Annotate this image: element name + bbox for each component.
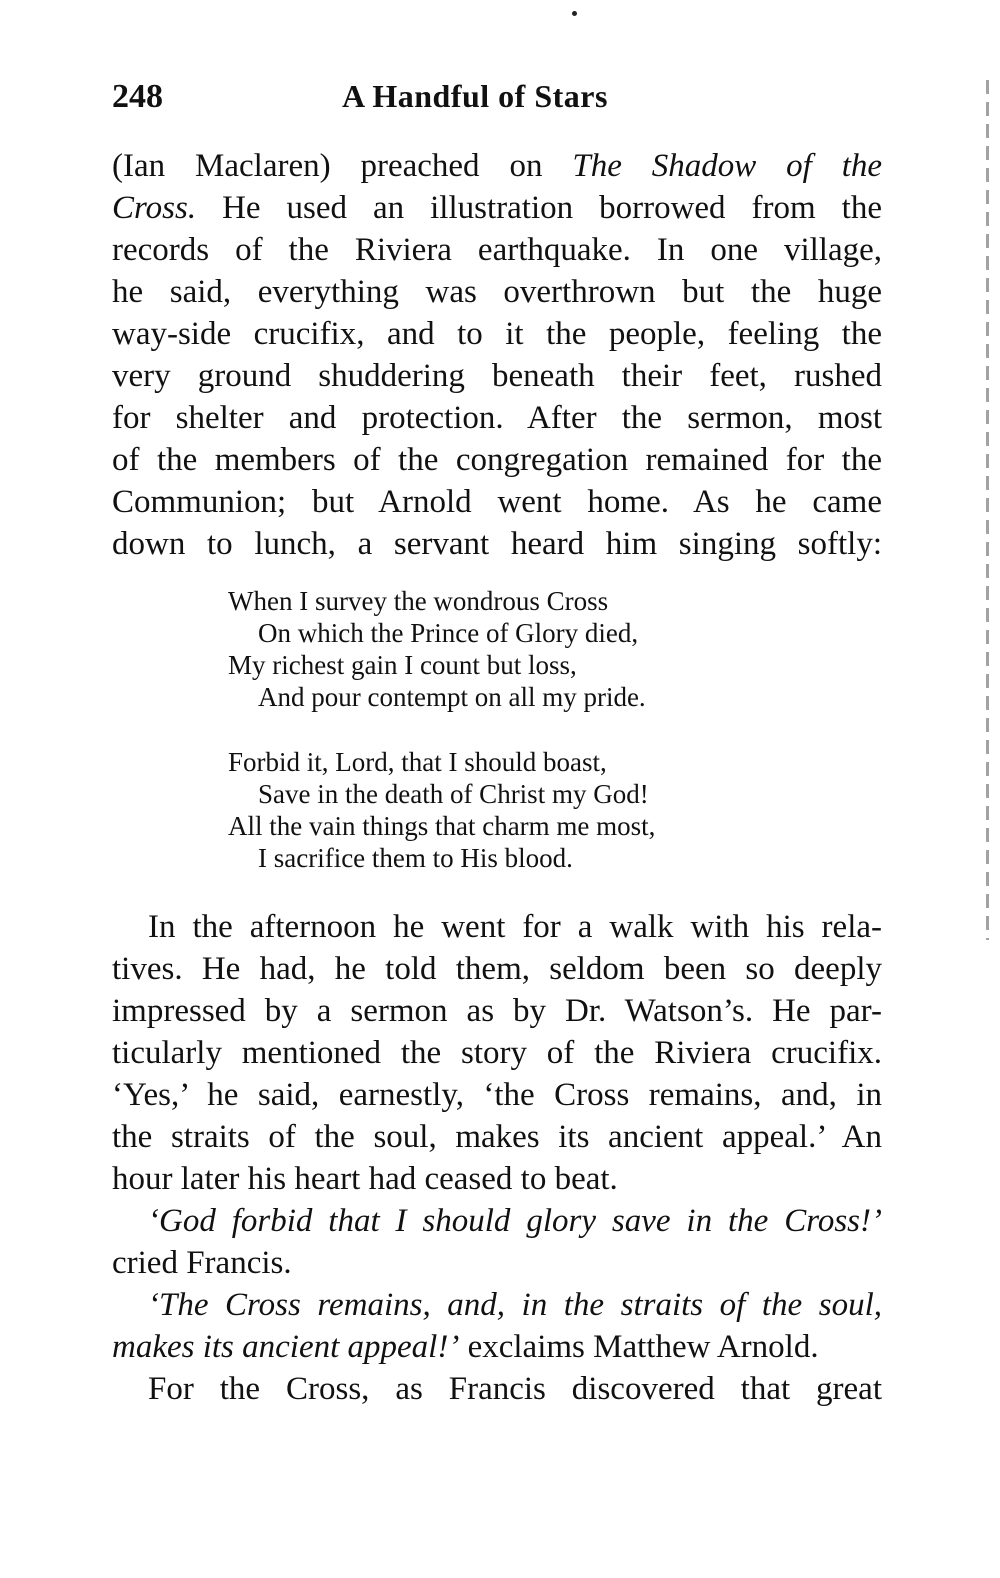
page-edge-shadow: [986, 80, 989, 940]
poem-line: Forbid it, Lord, that I should boast,: [228, 747, 607, 777]
running-header: [112, 78, 882, 122]
quote-italic: ‘The Cross remains, and, in the straits of the soul,: [148, 1287, 882, 1323]
ink-speck: [572, 11, 577, 16]
quote-italic: makes its ancient appeal!’: [112, 1329, 460, 1365]
text-line: impressed by a sermon as by Dr. Watson’s. He par-: [112, 993, 882, 1029]
text-line: cried Francis.: [112, 1245, 292, 1281]
text-line: For the Cross, as Francis discovered that great: [148, 1371, 882, 1407]
poem-line: When I survey the wondrous Cross: [228, 586, 609, 616]
paragraph-1: [112, 145, 882, 565]
poem-line: And pour contempt on all my pride.: [258, 682, 646, 712]
text-line: tives. He had, he told them, seldom been so deeply: [112, 951, 882, 987]
text-line: [112, 1200, 882, 1242]
text-line: way-side crucifix, and to it the people, feeling the: [112, 316, 882, 352]
book-title-italic: The Shadow of the: [572, 148, 883, 184]
text-line: [112, 1284, 882, 1326]
quote-italic: ‘God forbid that I should glory save in the Cross!’: [148, 1203, 882, 1239]
hymn-stanza-1: [228, 585, 788, 713]
text-line: [112, 187, 882, 229]
text-line: records of the Riviera earthquake. In one village,: [112, 232, 882, 268]
paragraph-2-onward: [112, 906, 882, 1410]
poem-line: On which the Prince of Glory died,: [258, 618, 639, 648]
text-line: In the afternoon he went for a walk with his rela-: [148, 909, 882, 945]
text-line: hour later his heart had ceased to beat.: [112, 1161, 618, 1197]
text-line: very ground shuddering beneath their feet, rushed: [112, 358, 882, 394]
book-title-italic: Cross.: [112, 190, 197, 226]
text-line: ‘Yes,’ he said, earnestly, ‘the Cross remains, and, in: [112, 1077, 882, 1113]
text-line: [112, 145, 882, 187]
text-span: He used an illustration borrowed from the: [196, 190, 882, 226]
poem-line: My richest gain I count but loss,: [228, 650, 577, 680]
text-line: [112, 1326, 882, 1368]
text-line: the straits of the soul, makes its ancient appeal.’ An: [112, 1119, 882, 1155]
poem-line: All the vain things that charm me most,: [228, 811, 656, 841]
text-line: ticularly mentioned the story of the Riviera crucifix.: [112, 1035, 882, 1071]
text-span: (Ian Maclaren) preached on: [112, 148, 573, 184]
page-number: 248: [112, 78, 163, 115]
text-line: Communion; but Arnold went home. As he came: [112, 484, 882, 520]
text-line: for shelter and protection. After the sermon, most: [112, 400, 882, 436]
hymn-stanza-2: [228, 746, 788, 874]
poem-line: I sacrifice them to His blood.: [258, 843, 573, 873]
poem-line: Save in the death of Christ my God!: [258, 779, 649, 809]
text-line: of the members of the congregation remained for the: [112, 442, 882, 478]
text-line: he said, everything was overthrown but the huge: [112, 274, 882, 310]
running-title: A Handful of Stars: [342, 78, 608, 114]
text-span: exclaims Matthew Arnold.: [459, 1329, 819, 1365]
text-line: down to lunch, a servant heard him singing softly:: [112, 526, 882, 562]
